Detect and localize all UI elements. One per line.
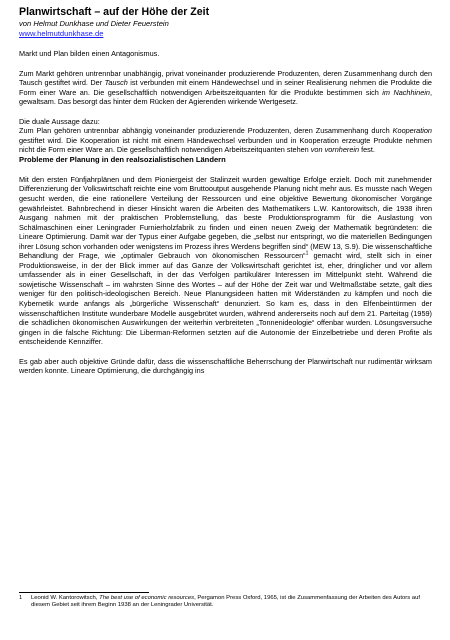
dual-statement-intro: Die duale Aussage dazu:	[19, 116, 100, 126]
footnote-reference[interactable]: 1	[305, 250, 309, 257]
footnote-divider	[19, 592, 149, 593]
footnote-text: Leonid W. Kantorowitsch, The best use of economic resources, Pergamon Press Oxford, 1965, ist die Zusammenfassung der Arbeiten des Autors auf diesem Gebiet seit ihrem Beginn 1938 an der Leningrader Universität.	[31, 595, 420, 609]
plan-paragraph: Zum Plan gehören untrennbar abhängig voneinander produzierende Produzenten, deren Zusammenhang durch Kooperation gestiftet wird. Die Kooperation ist nicht mit einem Händewechsel verbunden und in Kooperation erzeugte Produkte nehmen nicht die Form einer Ware an. Die gesellschaftlich notwendigen Arbeitszeitquanten stehen von vornherein fest.	[19, 126, 432, 155]
intro-sentence: Markt und Plan bilden einen Antagonismus.	[19, 49, 160, 58]
document-page	[19, 6, 432, 376]
reasons-paragraph: Es gab aber auch objektive Gründe dafür, dass die wissenschaftliche Beherrschung der Planwirtschaft nur rudimentär wirksam werden konnte. Lineare Optimierung, die durchgängig ins	[19, 356, 432, 376]
problems-paragraph: Mit den ersten Fünfjahrplänen und dem Pioniergeist der Stalinzeit wurden gewaltige Erfolge erzielt. Doch mit zunehmender Differenzierung der Volkswirtschaft reichte eine vom Bruttooutput ausgehende Planung nicht mehr aus. Es musste nach Wegen gesucht werden, die eine rationellere Verteilung der Ressourcen und eine objektive Bewertung ökonomischer Vorgänge gewährleistet. Bahnbrechend in dieser Hinsicht waren die Arbeiten des Mathematikers L.W. Kantorowitsch, die 1938 ihren Ausgang nahmen mit der praktischen Problemstellung, das beste Produktionsprogramm für die Auslastung von Schälmaschinen einer Leningrader Furnierholzfabrik zu finden und einen neuen Zweig der Mathematik begründeten: die Lineare Optimierung. Damit war der Typus einer Aufgabe gegeben, die „selbst nur entspringt, wo die materiellen Bedingungen ihrer Lösung schon vorhanden oder wenigstens im Prozess ihres Werdens begriffen sind“ (MEW 13, S.9). Die wissenschaftliche Behandlung der Frage, wie „optimaler Gebrauch von ökonomischen Ressourcen“$^1$ gemacht wird, stellt sich in einer Produktionsweise, in der der Blick immer auf das Ganze der Volkswirtschaft gerichtet ist, eher, dringlicher und vor allem umfassender als in einer Gesellschaft, in der das Verfolgen partikulärer Interessen im Mittelpunkt steht. Während die sowjetische Wissenschaft – im wahrsten Sinne des Wortes – auf der Höhe der Zeit war und Weltmaßstäbe setzte, galt dies weniger für den politisch-ideologischen Bereich. Neue Planungsideen hatten mit Widerständen zu kämpfen und noch die Kybernetik wurde anfangs als „bürgerliche Wissenschaft“ denunziert. So kam es, dass in den Elfenbeintürmen der wissenschaftlichen Institute wunderbare Modelle ausgebrütet wurden, während andererseits noch auf dem 21. Parteitag (1959) die schädlichen ökonomischen Auswirkungen der weiterhin verbreiteten „Tonnenideologie“ offenbar wurden. Lösungsversuche gingen in die falsche Richtung: Die Liberman-Reformen setzten auf die Autonomie der Einzelbetriebe und deren Profite als entscheidende Kennziffer.	[19, 174, 432, 347]
market-paragraph: Zum Markt gehören untrennbar unabhängig, privat voneinander produzierende Produzenten, deren Zusammenhang durch den Tausch gestiftet wird. Der Tausch ist verbunden mit einem Händewechsel und in seiner Realisierung nehmen die Produkte die Form einer Ware an. Die gesellschaftlich notwendigen Arbeitszeitquanten für die Produkte bestimmen sich im Nachhinein, gewaltsam. Das besorgt das hinter dem Rücken der Agierenden wirkende Wertgesetz.	[19, 68, 432, 107]
footnote-number: 1	[19, 595, 23, 601]
footnote	[19, 595, 432, 610]
section-heading: Probleme der Planung in den realsozialistischen Ländern	[19, 154, 226, 164]
document-title: Planwirtschaft – auf der Höhe der Zeit	[19, 6, 210, 18]
website-link[interactable]: www.helmutdunkhase.de	[19, 29, 104, 38]
author-line: von Helmut Dunkhase und Dieter Feuerstein	[19, 19, 169, 28]
